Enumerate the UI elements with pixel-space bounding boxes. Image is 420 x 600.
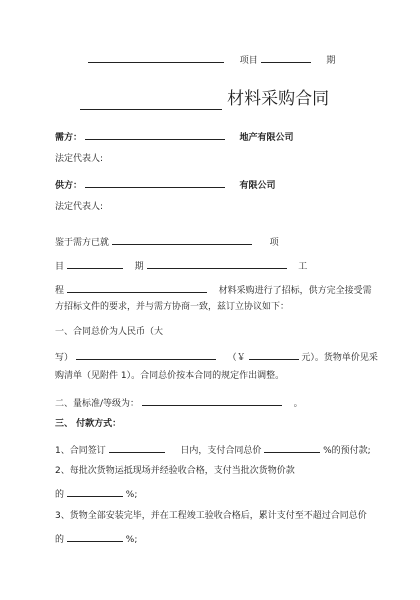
project-label: 项目 bbox=[239, 56, 258, 66]
legal-rep-1: 法定代表人: bbox=[55, 154, 104, 164]
supplier-label: 供方： bbox=[55, 181, 83, 191]
supplier-blank bbox=[85, 177, 225, 188]
pay1-line bbox=[55, 442, 371, 457]
para1-l2-mid: 期 bbox=[134, 262, 144, 272]
sec2-suffix: 。 bbox=[293, 399, 303, 409]
para1-blank-4 bbox=[67, 282, 207, 293]
header-blank-1 bbox=[88, 52, 224, 63]
para1-l2-prefix: 目 bbox=[55, 262, 65, 272]
para1-l1-suffix: 项 bbox=[269, 238, 279, 248]
sec1-line3: 购清单（见附件 1）。合同总价按本合同的规定作出调整。 bbox=[55, 371, 285, 381]
sec2-blank bbox=[142, 395, 282, 406]
para1-line3 bbox=[55, 282, 372, 297]
pay3-l2-prefix: 的 bbox=[55, 535, 65, 545]
pay2-l2-suffix: %; bbox=[125, 490, 138, 500]
pay3-line2 bbox=[55, 531, 137, 546]
para1-line2 bbox=[55, 258, 307, 273]
sec1-l2-suffix: 元）。货物单价见采 bbox=[301, 353, 378, 363]
pay2-l2-prefix: 的 bbox=[55, 490, 65, 500]
pay1-suffix: %的预付款; bbox=[323, 446, 371, 456]
supplier-line bbox=[55, 177, 275, 192]
buyer-blank bbox=[85, 129, 225, 140]
title-row bbox=[80, 88, 329, 112]
para1-l2-suffix: 工 bbox=[298, 262, 308, 272]
pay2-line2 bbox=[55, 486, 137, 501]
para1-l1-prefix: 鉴于需方已就 bbox=[55, 238, 110, 248]
title-blank bbox=[80, 89, 222, 110]
para1-line1 bbox=[55, 234, 279, 249]
sec1-blank-1 bbox=[76, 349, 216, 360]
pay2-blank bbox=[67, 486, 123, 497]
header-line bbox=[88, 52, 335, 67]
buyer-suffix: 地产有限公司 bbox=[239, 133, 294, 143]
para1-blank-1 bbox=[112, 234, 252, 245]
sec1-line1: 一、合同总价为人民币（大 bbox=[55, 327, 164, 337]
pay3-l2-suffix: %; bbox=[125, 535, 138, 545]
pay1-blank-2 bbox=[264, 442, 320, 453]
sec1-line2 bbox=[55, 349, 378, 364]
pay3-blank bbox=[67, 531, 123, 542]
para1-line4: 方招标文件的要求，并与需方协商一致，兹订立协议如下： bbox=[55, 302, 290, 312]
pay3-line1: 3、货物全部安装完毕，并在工程竣工验收合格后，累计支付至不超过合同总价 bbox=[55, 511, 367, 521]
para1-blank-3 bbox=[147, 258, 287, 269]
sec2-prefix: 二、量标准/等级为： bbox=[55, 399, 140, 409]
sec1-blank-2 bbox=[249, 349, 299, 360]
pay1-blank-1 bbox=[109, 442, 165, 453]
legal-rep-2: 法定代表人: bbox=[55, 202, 104, 212]
sec3-title: 三、 付款方式： bbox=[55, 419, 122, 429]
para1-l3-suffix: 材料采购进行了招标，供方完全接受需 bbox=[218, 286, 372, 296]
sec1-l2-mid: （￥ bbox=[227, 353, 246, 363]
sec1-l2-prefix: 写） bbox=[55, 353, 74, 363]
para1-l3-prefix: 程 bbox=[55, 286, 65, 296]
buyer-label: 需方： bbox=[55, 133, 83, 143]
para1-blank-2 bbox=[67, 258, 123, 269]
pay1-mid: 日内，支付合同总价 bbox=[180, 446, 262, 456]
buyer-line bbox=[55, 129, 293, 144]
period-label: 期 bbox=[326, 56, 336, 66]
pay2-line1: 2、每批次货物运抵现场并经验收合格，支付当批次货物价款 bbox=[55, 466, 295, 476]
page-title: 材料采购合同 bbox=[227, 89, 330, 109]
sec2-line bbox=[55, 395, 303, 410]
pay1-prefix: 1、合同签订 bbox=[55, 446, 106, 456]
supplier-suffix: 有限公司 bbox=[239, 181, 276, 191]
header-blank-2 bbox=[261, 52, 311, 63]
